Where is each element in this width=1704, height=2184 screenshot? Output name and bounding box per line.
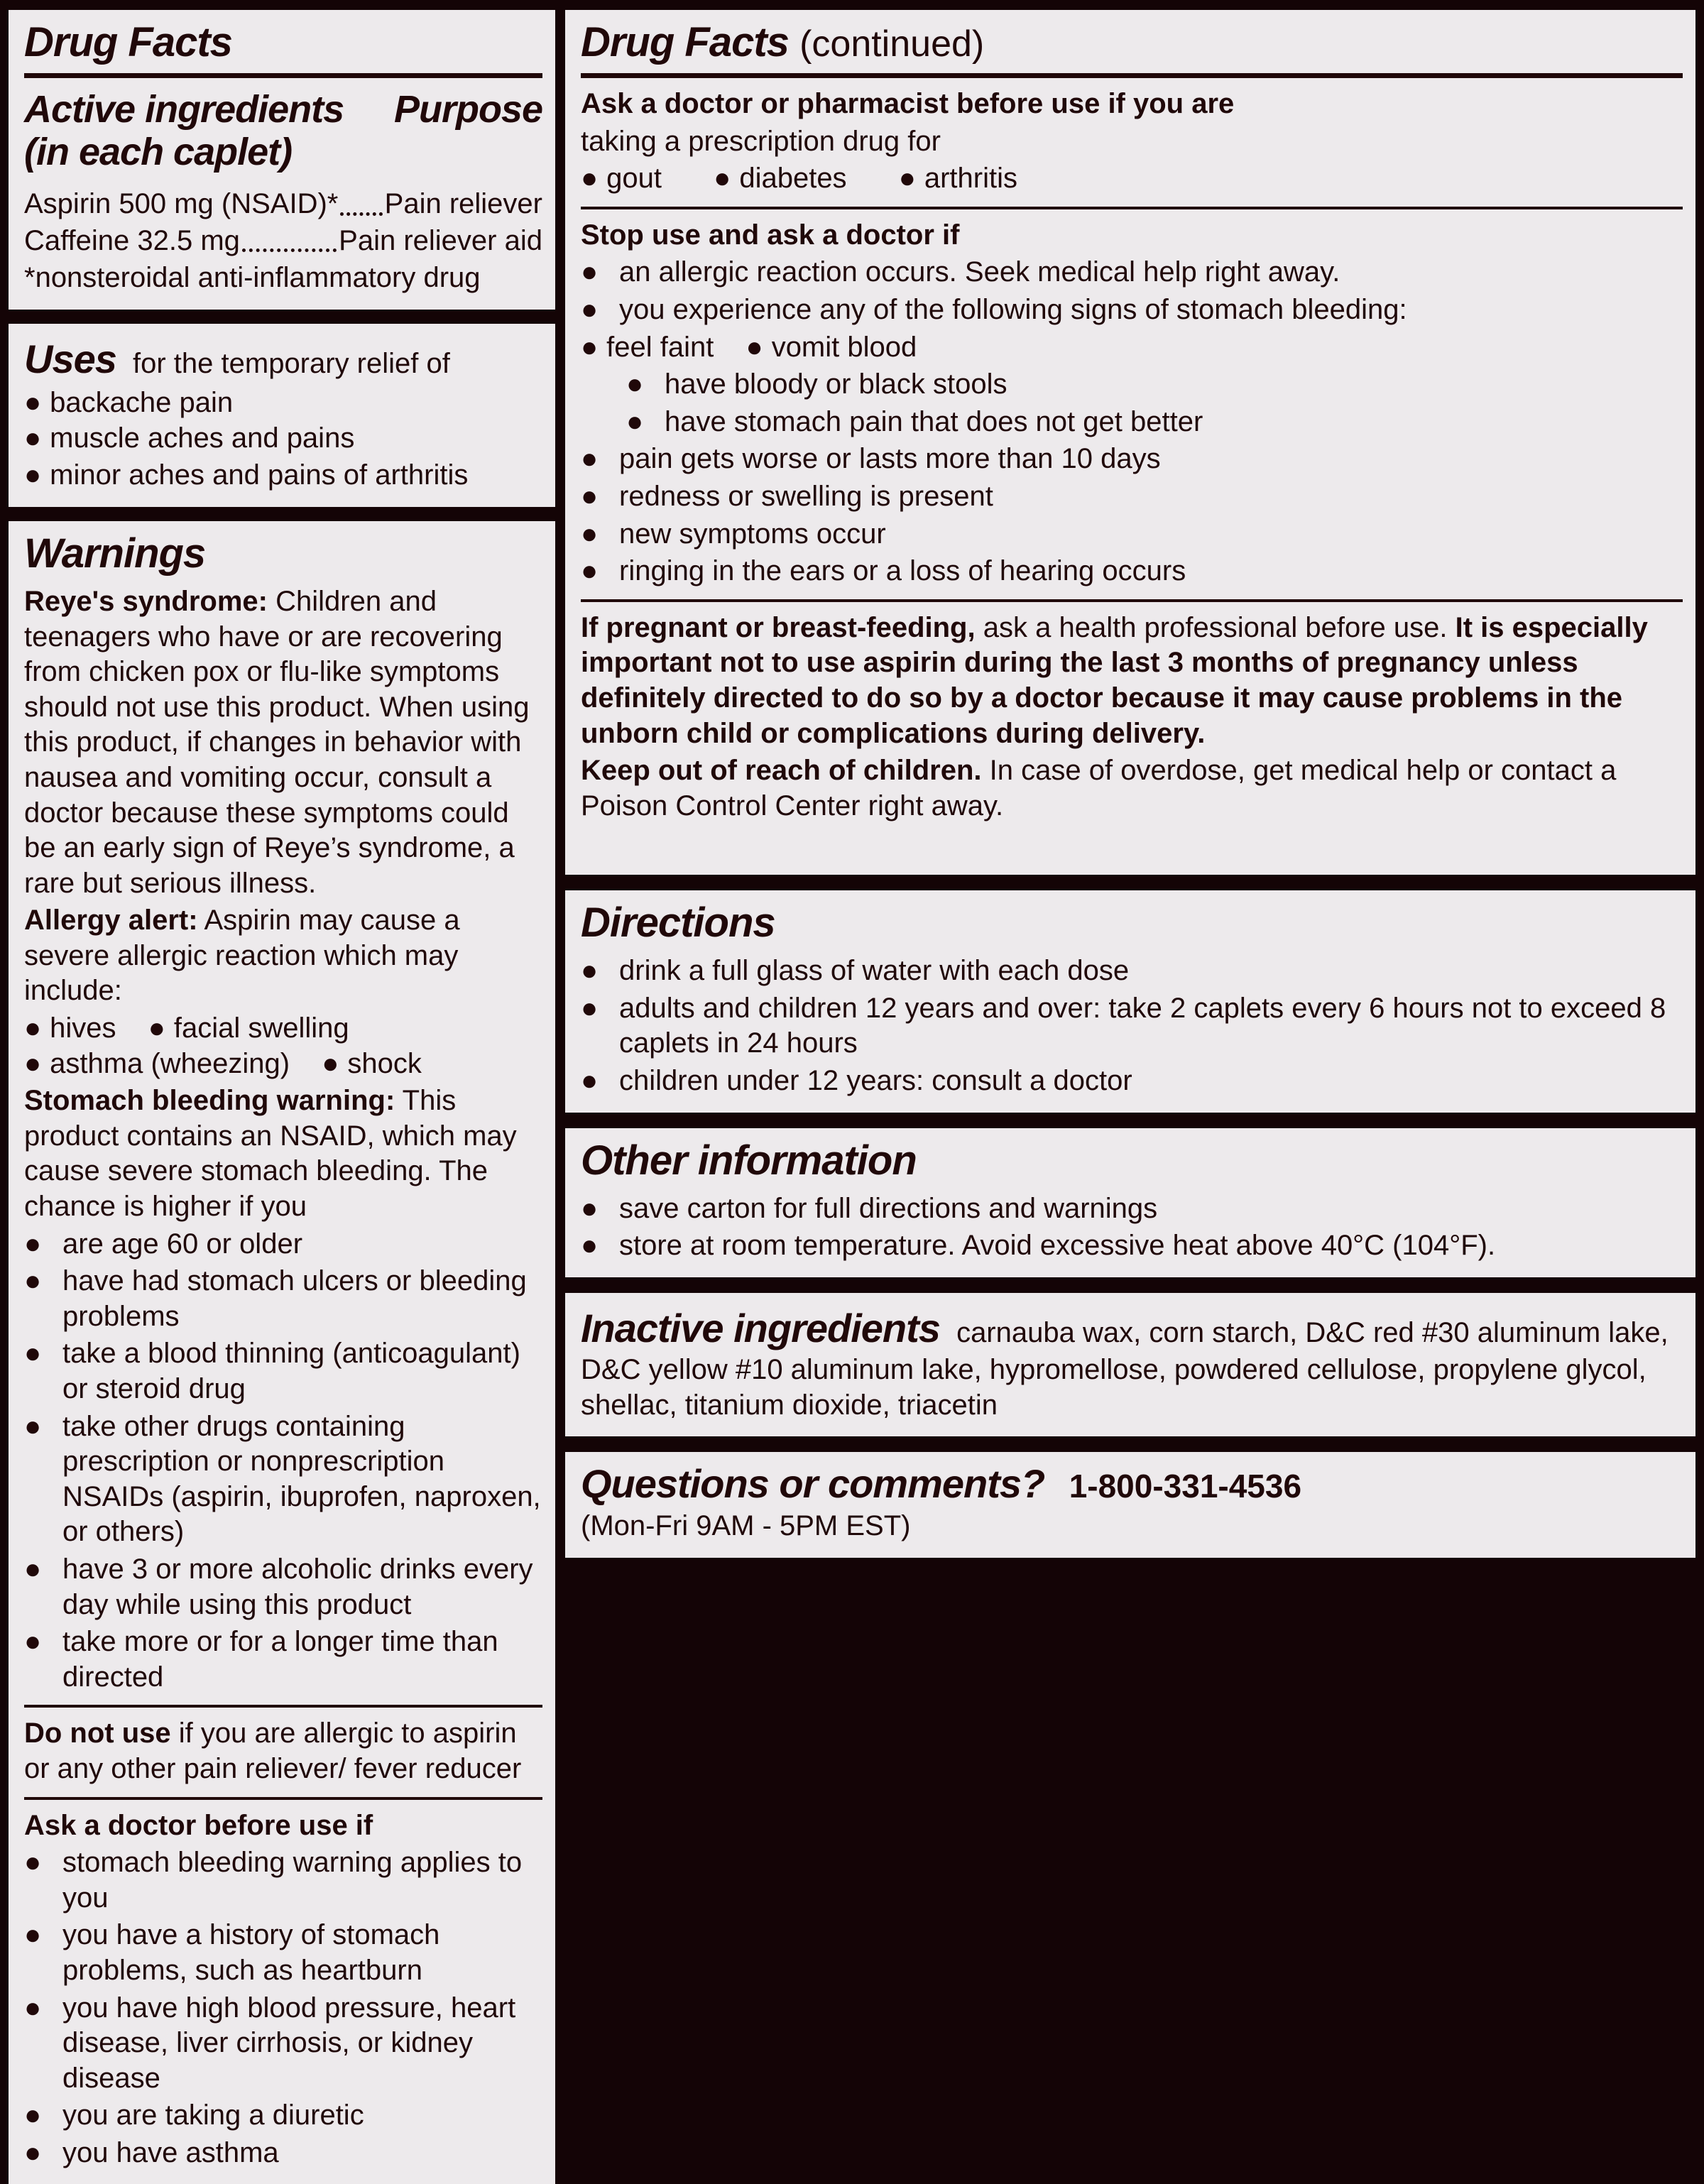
bullet-icon: ● bbox=[24, 1338, 42, 1370]
list-item: ● are age 60 or older bbox=[24, 1227, 542, 1262]
bullet-icon: ● bbox=[24, 1626, 42, 1658]
do-not-use-label: Do not use bbox=[24, 1718, 171, 1749]
bullet-icon: ● bbox=[581, 480, 599, 512]
list-item: ● have bloody or black stools bbox=[626, 367, 1683, 403]
list-item: ● arthritis bbox=[899, 163, 1017, 194]
drug-facts-continued-title: Drug Facts (continued) bbox=[581, 19, 985, 65]
questions-panel bbox=[565, 1452, 1695, 1558]
drug-facts-continued-panel bbox=[565, 10, 1695, 875]
dotted-leader bbox=[340, 212, 382, 216]
uses-bullets-line1 bbox=[24, 386, 542, 456]
bullet-icon: ● bbox=[581, 555, 599, 587]
list-item: ● stomach bleeding warning applies to you bbox=[24, 1847, 523, 1913]
list-item: ● shock bbox=[322, 1048, 422, 1079]
bullet-icon: ● bbox=[581, 443, 599, 475]
ingredient-name: Caffeine 32.5 mg bbox=[24, 224, 240, 256]
list-item: ● you have asthma bbox=[24, 2136, 542, 2171]
sub-bullets-line bbox=[581, 330, 1683, 366]
list-item: ● diabetes bbox=[714, 163, 846, 194]
bullet-icon: ● bbox=[322, 1047, 339, 1079]
list-item: ● take more or for a longer time than directed bbox=[24, 1626, 498, 1693]
bullet-icon: ● bbox=[24, 1410, 42, 1442]
ask-pharmacist-bullets bbox=[581, 161, 1683, 197]
list-item: ● new symptoms occur bbox=[581, 517, 1683, 552]
purpose-heading: Purpose bbox=[393, 88, 542, 131]
divider bbox=[24, 73, 542, 78]
bullet-icon: ● bbox=[581, 293, 599, 325]
pregnancy-paragraph: If pregnant or breast-feeding, ask a health professional before use. It is especially important not to use aspirin during the last 3 months of pregnancy unless definitely directed to do so by a doctor because it may cause problems in the unborn child or complications during delivery. bbox=[581, 611, 1648, 749]
uses-title: Uses bbox=[24, 336, 116, 381]
questions-line bbox=[581, 1460, 1683, 1507]
divider bbox=[581, 207, 1683, 209]
bullet-icon: ● bbox=[24, 1992, 42, 2024]
divider bbox=[24, 1797, 542, 1800]
list-item: ● you have a history of stomach problems, such as heartburn bbox=[24, 1919, 440, 1986]
reye-label: Reye's syndrome: bbox=[24, 585, 268, 617]
right-column bbox=[565, 10, 1695, 1558]
keep-out-label: Keep out of reach of children. bbox=[581, 755, 982, 787]
questions-title: Questions or comments? bbox=[581, 1461, 1045, 1507]
list-item: ● minor aches and pains of arthritis bbox=[24, 459, 468, 491]
ingredient-purpose: Pain reliever bbox=[384, 187, 542, 219]
active-ingredients-heading: Active ingredients (in each caplet) bbox=[24, 88, 344, 174]
list-item: ● an allergic reaction occurs. Seek medical help right away. bbox=[581, 255, 1683, 290]
ingredient-row bbox=[24, 187, 542, 222]
list-item: ● adults and children 12 years and over: take 2 caplets every 6 hours not to exceed 8 caplets in 24 hours bbox=[581, 992, 1666, 1059]
inactive-ingredients-panel bbox=[565, 1293, 1695, 1437]
list-item: ● feel faint bbox=[581, 332, 714, 363]
stomach-warning-label: Stomach bleeding warning: bbox=[24, 1085, 395, 1117]
bullet-icon: ● bbox=[24, 1228, 42, 1260]
phone-hours: (Mon-Fri 9AM - 5PM EST) bbox=[581, 1510, 911, 1542]
other-information-title: Other information bbox=[581, 1137, 917, 1184]
list-item: ● take other drugs containing prescription or nonprescription NSAIDs (aspirin, ibuprofen, naproxen, or others) bbox=[24, 1410, 541, 1548]
reye-paragraph: Reye's syndrome: Children and teenagers who have or are recovering from chicken pox or flu-like symptoms should not use this product. When using this product, if changes in behavior with nausea and vomiting occur, consult a doctor because these symptoms could be an early sign of Reye’s syndrome, a rare but serious illness. bbox=[24, 585, 530, 899]
list-item: ● have stomach pain that does not get better bbox=[626, 405, 1683, 440]
list-item: ● muscle aches and pains bbox=[24, 422, 354, 454]
bullet-icon: ● bbox=[581, 1065, 599, 1096]
bullet-icon: ● bbox=[581, 992, 599, 1024]
divider bbox=[581, 599, 1683, 602]
bullet-icon: ● bbox=[581, 331, 599, 363]
bullet-icon: ● bbox=[24, 2100, 42, 2131]
list-item: ● vomit blood bbox=[746, 332, 917, 363]
allergy-bullets bbox=[24, 1011, 542, 1081]
uses-panel bbox=[9, 324, 555, 507]
uses-intro-line: Uses for the temporary relief of bbox=[24, 336, 450, 381]
list-item: ● have 3 or more alcoholic drinks every day while using this product bbox=[24, 1553, 533, 1620]
bullet-icon: ● bbox=[24, 2136, 42, 2168]
ingredients-header-row bbox=[24, 88, 542, 174]
directions-title: Directions bbox=[581, 900, 775, 946]
list-item: ● gout bbox=[581, 163, 662, 194]
bullet-icon: ● bbox=[24, 1847, 42, 1879]
list-item: ● have had stomach ulcers or bleeding problems bbox=[24, 1265, 527, 1332]
list-item: ● asthma (wheezing) bbox=[24, 1048, 290, 1079]
ask-pharmacist-text: taking a prescription drug for bbox=[581, 125, 941, 157]
phone-number: 1-800-331-4536 bbox=[1069, 1468, 1302, 1505]
do-not-use-paragraph: Do not use if you are allergic to aspirin or any other pain reliever/ fever reducer bbox=[24, 1718, 522, 1784]
nsaid-footnote: *nonsteroidal anti-inflammatory drug bbox=[24, 262, 481, 294]
bullet-icon: ● bbox=[24, 422, 42, 454]
bullet-icon: ● bbox=[626, 368, 644, 400]
divider bbox=[581, 73, 1683, 78]
list-item: ● hives bbox=[24, 1012, 116, 1044]
keep-out-of-reach-paragraph: Keep out of reach of children. In case of overdose, get medical help or contact a Poison Control Center right away. bbox=[581, 755, 1617, 821]
other-information-panel bbox=[565, 1128, 1695, 1277]
bullet-icon: ● bbox=[148, 1012, 165, 1044]
allergy-paragraph: Allergy alert: Aspirin may cause a severe allergic reaction which may include: bbox=[24, 905, 460, 1007]
bullet-icon: ● bbox=[714, 163, 731, 195]
list-item: ● you experience any of the following signs of stomach bleeding: bbox=[581, 293, 1683, 328]
bullet-icon: ● bbox=[24, 1047, 42, 1079]
bullet-icon: ● bbox=[581, 256, 599, 288]
bullet-icon: ● bbox=[24, 1012, 42, 1044]
ingredient-row bbox=[24, 224, 542, 259]
bullet-icon: ● bbox=[24, 1919, 42, 1951]
ask-doctor-heading: Ask a doctor before use if bbox=[24, 1809, 373, 1841]
bullet-icon: ● bbox=[626, 405, 644, 437]
list-item: ● store at room temperature. Avoid excessive heat above 40°C (104°F). bbox=[581, 1228, 1683, 1264]
bullet-icon: ● bbox=[581, 1192, 599, 1224]
list-item: ● children under 12 years: consult a doctor bbox=[581, 1064, 1683, 1099]
list-item: ● backache pain bbox=[24, 387, 233, 418]
stomach-warning-paragraph: Stomach bleeding warning: This product contains an NSAID, which may cause severe stomach bleeding. The chance is higher if you bbox=[24, 1085, 517, 1223]
list-item: ● pain gets worse or lasts more than 10 days bbox=[581, 442, 1683, 477]
warnings-title: Warnings bbox=[24, 530, 206, 577]
active-ingredients-panel bbox=[9, 10, 555, 310]
pregnancy-label: If pregnant or breast-feeding, bbox=[581, 611, 976, 643]
list-item: ● you are taking a diuretic bbox=[24, 2098, 542, 2134]
stop-use-heading: Stop use and ask a doctor if bbox=[581, 219, 960, 251]
list-item: ● facial swelling bbox=[148, 1012, 349, 1044]
bullet-icon: ● bbox=[24, 387, 42, 419]
bullet-icon: ● bbox=[746, 331, 763, 363]
allergy-label: Allergy alert: bbox=[24, 905, 198, 937]
list-item: ● ringing in the ears or a loss of hearing occurs bbox=[581, 554, 1683, 589]
continued-suffix: (continued) bbox=[799, 23, 985, 65]
bullet-icon: ● bbox=[24, 1553, 42, 1585]
ingredient-purpose: Pain reliever aid bbox=[339, 224, 542, 256]
bullet-icon: ● bbox=[581, 955, 599, 987]
bullet-icon: ● bbox=[898, 163, 916, 195]
bullet-icon: ● bbox=[581, 163, 599, 195]
inactive-ingredients-paragraph: Inactive ingredients carnauba wax, corn starch, D&C red #30 aluminum lake, D&C yellow #10 aluminum lake, hypromellose, powdered cellulose, propylene glycol, shellac, titanium dioxide, triacetin bbox=[581, 1305, 1668, 1421]
ask-pharmacist-heading: Ask a doctor or pharmacist before use if you are bbox=[581, 88, 1235, 119]
list-item: ● drink a full glass of water with each dose bbox=[581, 954, 1683, 989]
ingredient-name: Aspirin 500 mg (NSAID)* bbox=[24, 187, 339, 219]
drug-facts-title: Drug Facts bbox=[24, 19, 232, 65]
list-item: ● save carton for full directions and warnings bbox=[581, 1191, 1683, 1227]
bullet-icon: ● bbox=[24, 1265, 42, 1297]
left-column bbox=[9, 10, 555, 2168]
warnings-panel bbox=[9, 521, 555, 2184]
bullet-icon: ● bbox=[581, 518, 599, 550]
divider bbox=[24, 1705, 542, 1708]
list-item: ● redness or swelling is present bbox=[581, 479, 1683, 515]
inactive-ingredients-title: Inactive ingredients bbox=[581, 1305, 940, 1350]
list-item: ● take a blood thinning (anticoagulant) or steroid drug bbox=[24, 1338, 520, 1404]
directions-panel bbox=[565, 890, 1695, 1112]
dotted-leader bbox=[242, 249, 337, 252]
bullet-icon: ● bbox=[581, 1230, 599, 1262]
bullet-icon: ● bbox=[24, 459, 42, 491]
list-item: ● you have high blood pressure, heart disease, liver cirrhosis, or kidney disease bbox=[24, 1992, 516, 2094]
uses-bullets-line2 bbox=[24, 458, 542, 493]
